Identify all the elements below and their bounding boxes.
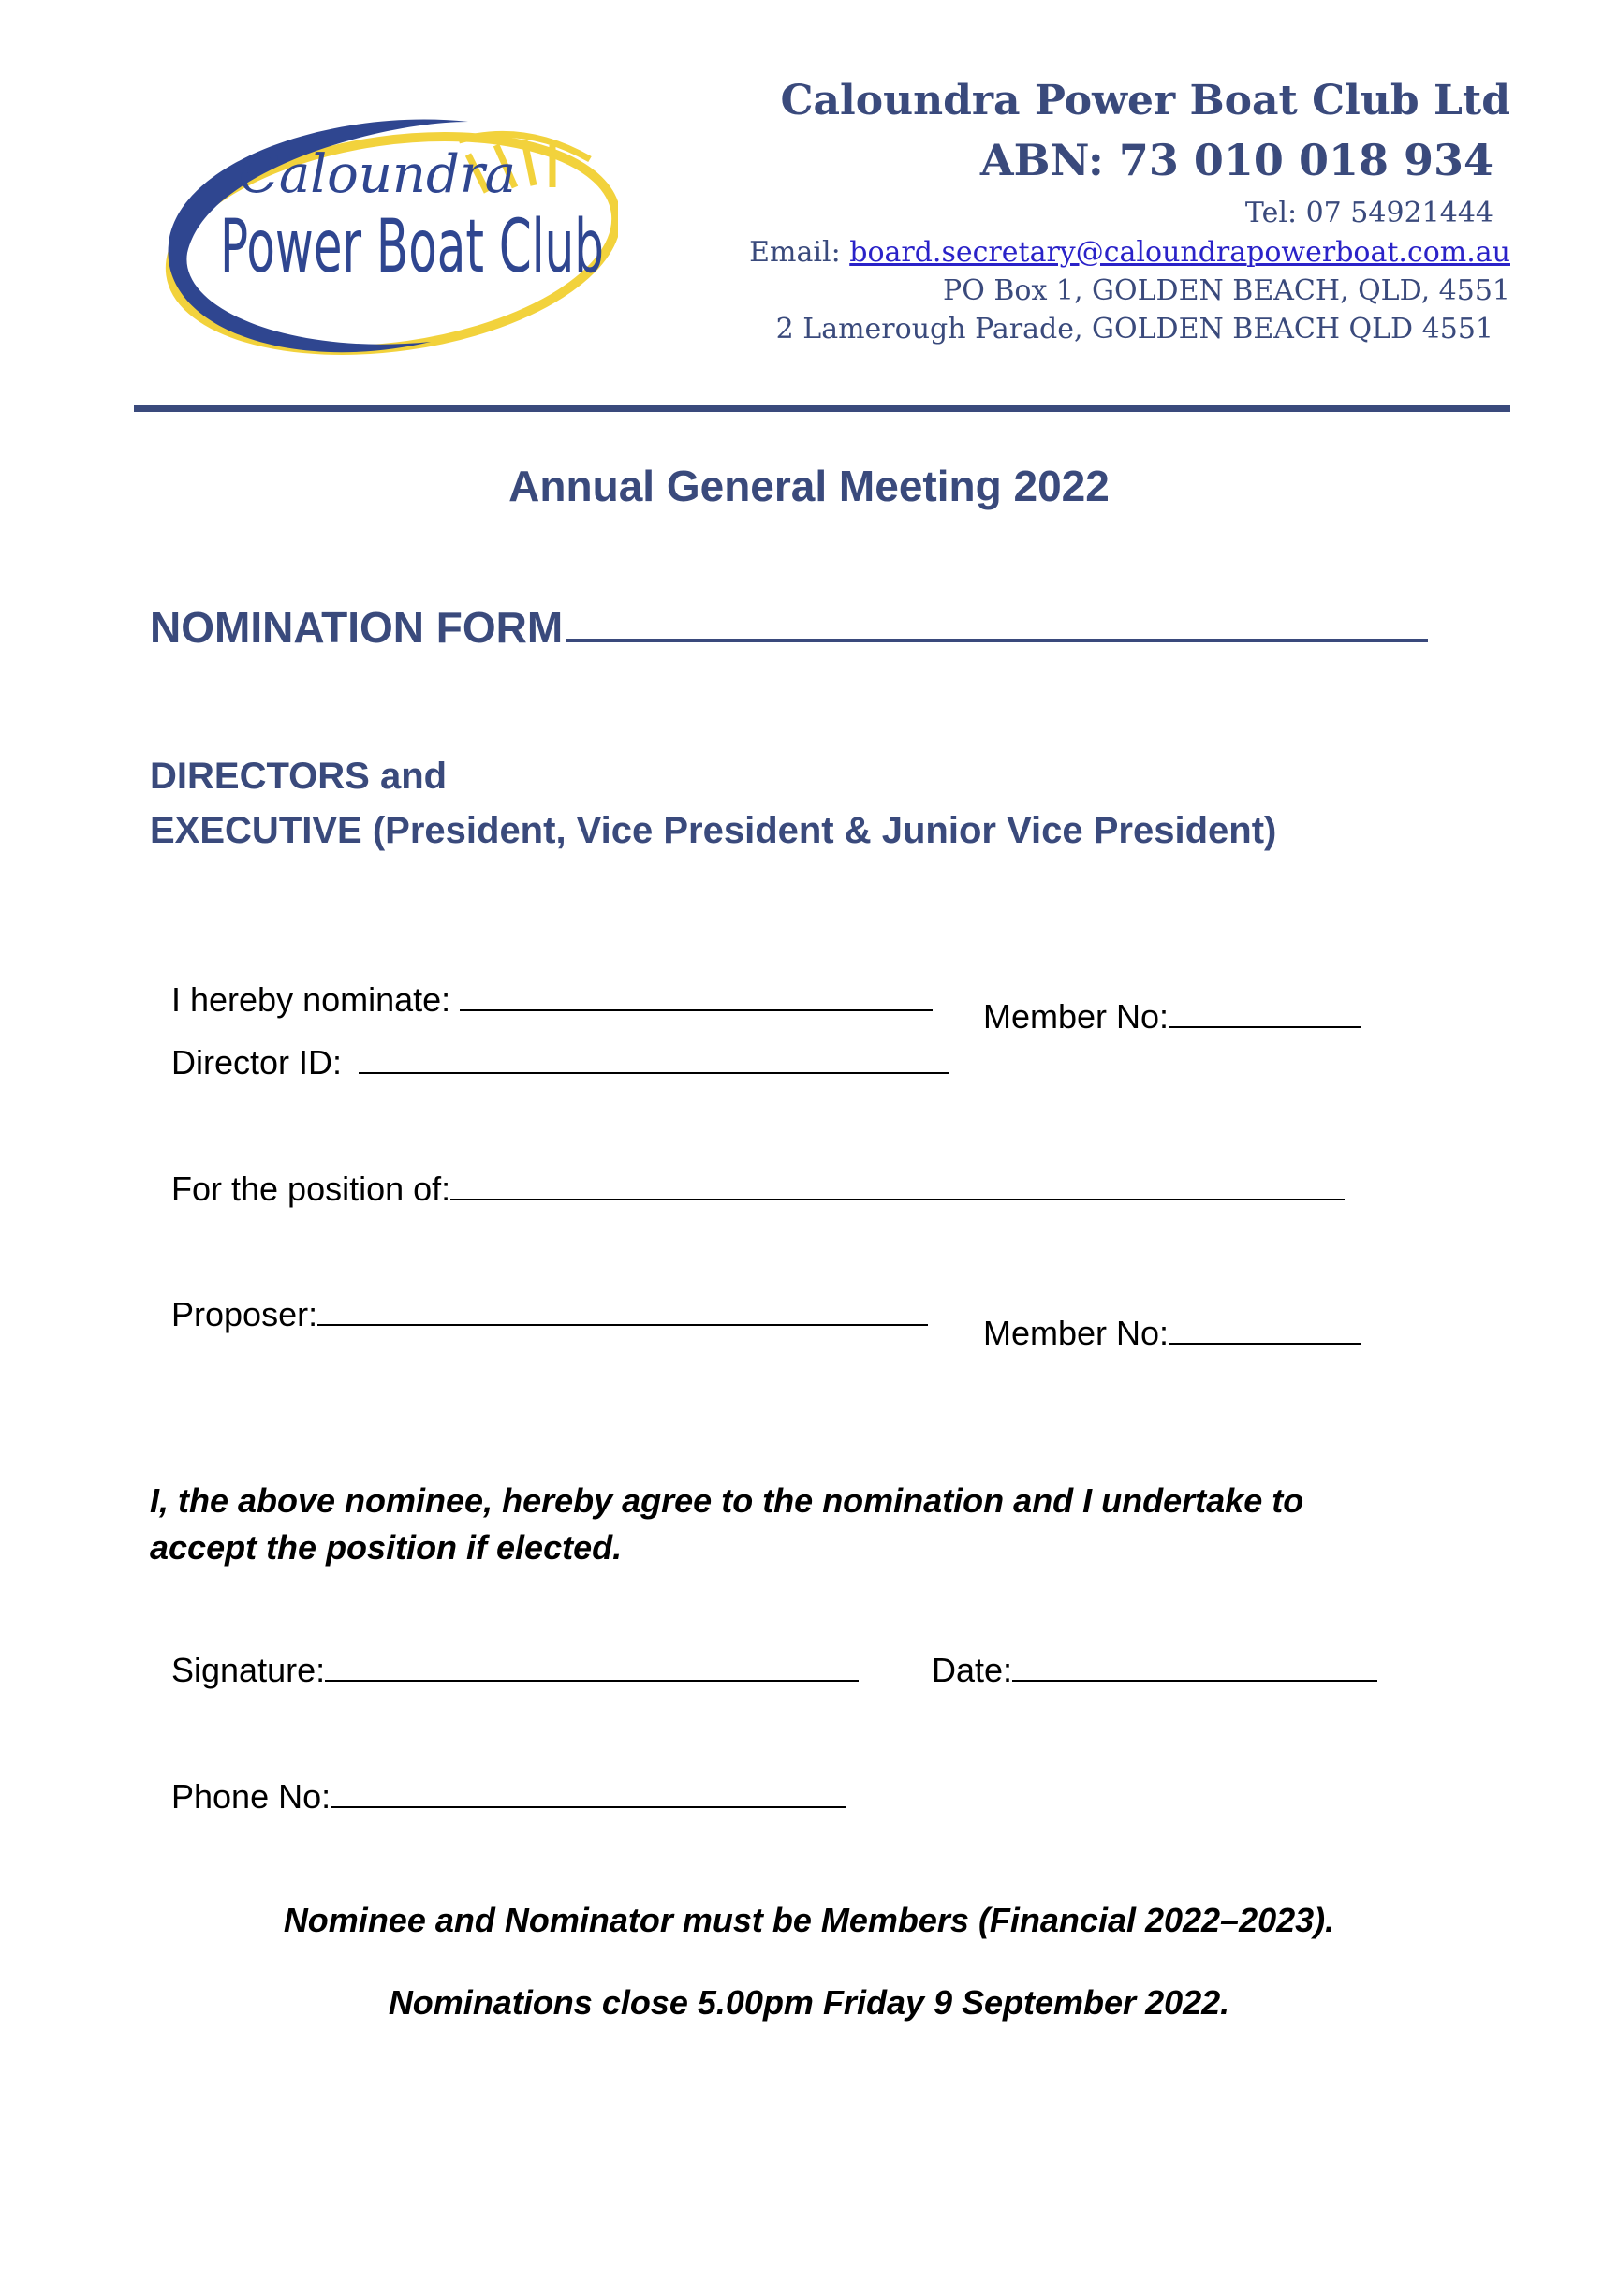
po-box-address: PO Box 1, GOLDEN BEACH, QLD, 4551 (943, 274, 1510, 307)
proposer-field (171, 1295, 928, 1334)
nominations-close-note: Nominations close 5.00pm Friday 9 September 2022. (388, 1983, 1230, 2022)
header-divider (134, 405, 1510, 412)
agreement-line-2: accept the position if elected. (150, 1528, 623, 1567)
proposer-member-no-input-line[interactable] (1169, 1315, 1361, 1345)
nominee-field (171, 980, 933, 1020)
email-label: Email: (749, 236, 850, 269)
director-id-label: Director ID: (171, 1043, 343, 1082)
proposer-member-no-label: Member No: (983, 1314, 1169, 1352)
form-title-text: NOMINATION FORM (150, 603, 564, 652)
nominee-input-line[interactable] (460, 981, 933, 1011)
proposer-input-line[interactable] (317, 1296, 928, 1326)
position-input-line[interactable] (450, 1170, 1345, 1200)
street-address: 2 Lamerough Parade, GOLDEN BEACH QLD 4551 (775, 313, 1493, 346)
signature-label: Signature: (171, 1651, 326, 1689)
position-label: For the position of: (171, 1170, 451, 1208)
phone-input-line[interactable] (331, 1778, 846, 1808)
logo-text-power-boat-club: Power Boat Club (220, 205, 604, 289)
club-name: Caloundra Power Boat Club Ltd (780, 77, 1510, 125)
form-title (150, 599, 1428, 653)
logo-text-caloundra: Caloundra (239, 144, 516, 205)
date-input-line[interactable] (1012, 1652, 1377, 1682)
position-field (171, 1170, 1345, 1209)
date-field (932, 1651, 1377, 1690)
proposer-label: Proposer: (171, 1295, 318, 1333)
agreement-line-1: I, the above nominee, hereby agree to the nomination and I undertake to (150, 1481, 1304, 1520)
directors-line-1: DIRECTORS and (150, 756, 448, 797)
director-id-field (171, 1043, 949, 1082)
phone-field (171, 1777, 846, 1817)
nominee-member-no-label: Member No: (983, 997, 1169, 1036)
membership-note: Nominee and Nominator must be Members (Financial 2022–2023). (283, 1901, 1335, 1939)
abn: ABN: 73 010 018 934 (979, 135, 1493, 185)
email-line (749, 236, 1510, 269)
nominee-label: I hereby nominate: (171, 980, 461, 1019)
signature-field (171, 1651, 859, 1690)
signature-input-line[interactable] (325, 1652, 859, 1682)
nominee-member-no-field (983, 997, 1361, 1037)
agreement-statement (150, 1478, 1303, 1571)
proposer-member-no-field (983, 1314, 1361, 1353)
directors-heading (150, 749, 1276, 858)
club-logo (150, 103, 618, 365)
director-id-input-line[interactable] (359, 1044, 949, 1074)
phone-label: Phone No: (171, 1777, 331, 1816)
telephone: Tel: 07 54921444 (1244, 197, 1493, 229)
nominee-member-no-input-line[interactable] (1169, 998, 1361, 1028)
email-link[interactable]: board.secretary@caloundrapowerboat.com.au (849, 236, 1510, 269)
date-label: Date: (932, 1651, 1013, 1689)
meeting-title: Annual General Meeting 2022 (508, 462, 1110, 510)
form-title-underline (566, 599, 1428, 642)
directors-line-2: EXECUTIVE (President, Vice President & Junior Vice President) (150, 810, 1277, 851)
